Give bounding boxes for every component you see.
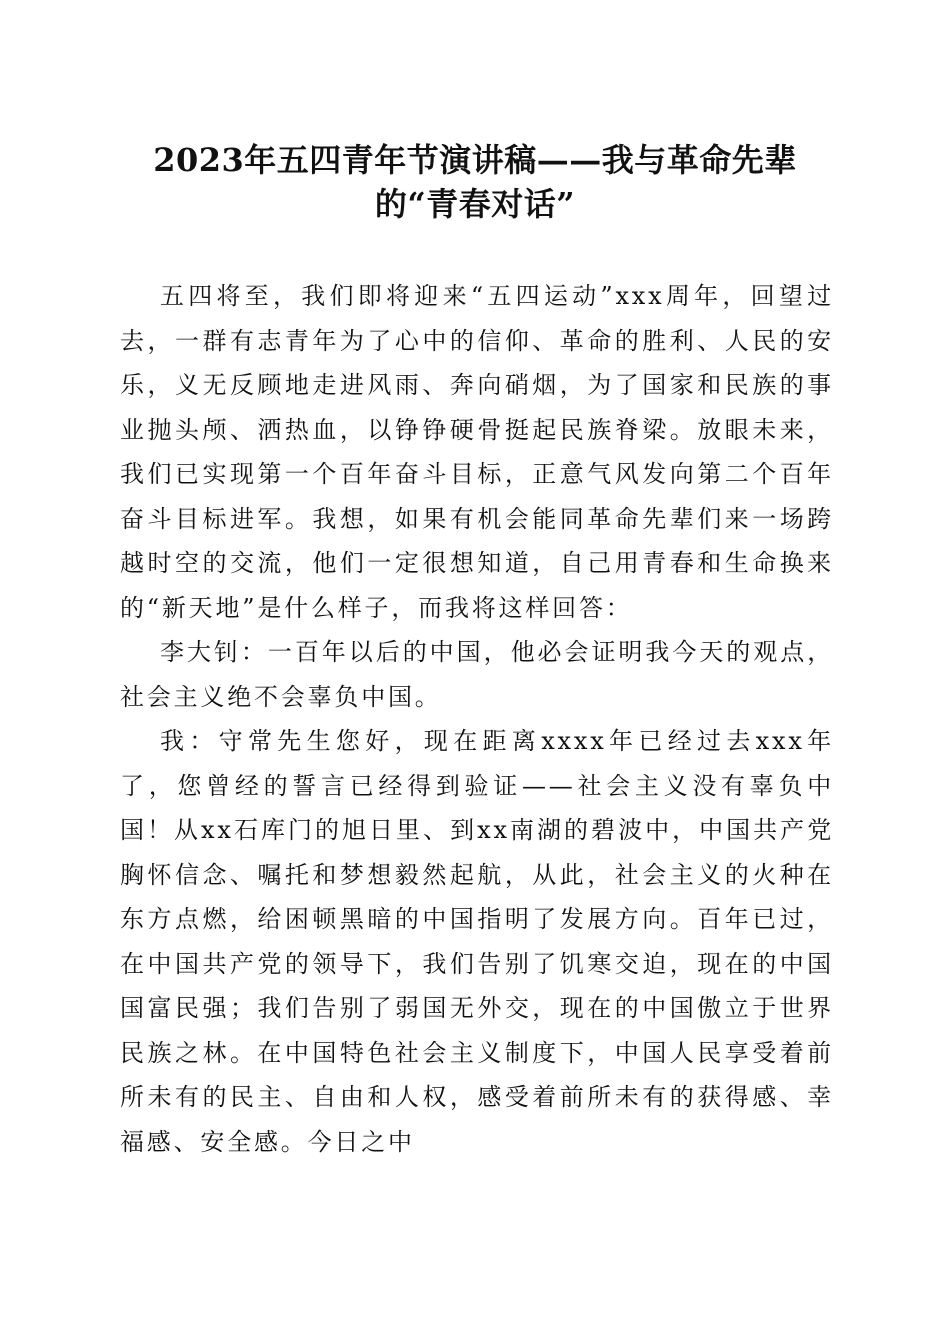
title-line-2: 的“青春对话” bbox=[374, 185, 576, 223]
paragraph-intro: 五四将至，我们即将迎来“五四运动”xxx周年，回望过去，一群有志青年为了心中的信仰、革命的胜利、人民的安乐，义无反顾地走进风雨、奔向硝烟，为了国家和民族的事业抛头颅、洒热血，以铮铮硬骨挺起民族脊梁。放眼未来，我们已实现第一个百年奋斗目标，正意气风发向第二个百年奋斗目标进军。我想，如果有机会能同革命先辈们来一场跨越时空的交流，他们一定很想知道，自己用青春和生命换来的“新天地”是什么样子，而我将这样回答： bbox=[120, 282, 834, 622]
paragraph-response: 我：守常先生您好，现在距离xxxx年已经过去xxx年了，您曾经的誓言已经得到验证——社会主义没有辜负中国！从xx石库门的旭日里、到xx南湖的碧波中，中国共产党胸怀信念、嘱托和梦想毅然起航，从此，社会主义的火种在东方点燃，给困顿黑暗的中国指明了发展方向。百年已过，在中国共产党的领导下，我们告别了饥寒交迫，现在的中国国富民强；我们告别了弱国无外交，现在的中国傲立于世界民族之林。在中国特色社会主义制度下，中国人民享受着前所未有的民主、自由和人权，感受着前所未有的获得感、幸福感、安全感。今日之中 bbox=[120, 727, 834, 1156]
title-line-1: 2023年五四青年节演讲稿——我与革命先辈 bbox=[153, 141, 797, 179]
paragraph-li-dazhao-quote: 李大钊：一百年以后的中国，他必会证明我今天的观点，社会主义绝不会辜负中国。 bbox=[120, 638, 834, 711]
document-body bbox=[120, 274, 834, 1164]
document-title bbox=[110, 138, 840, 226]
